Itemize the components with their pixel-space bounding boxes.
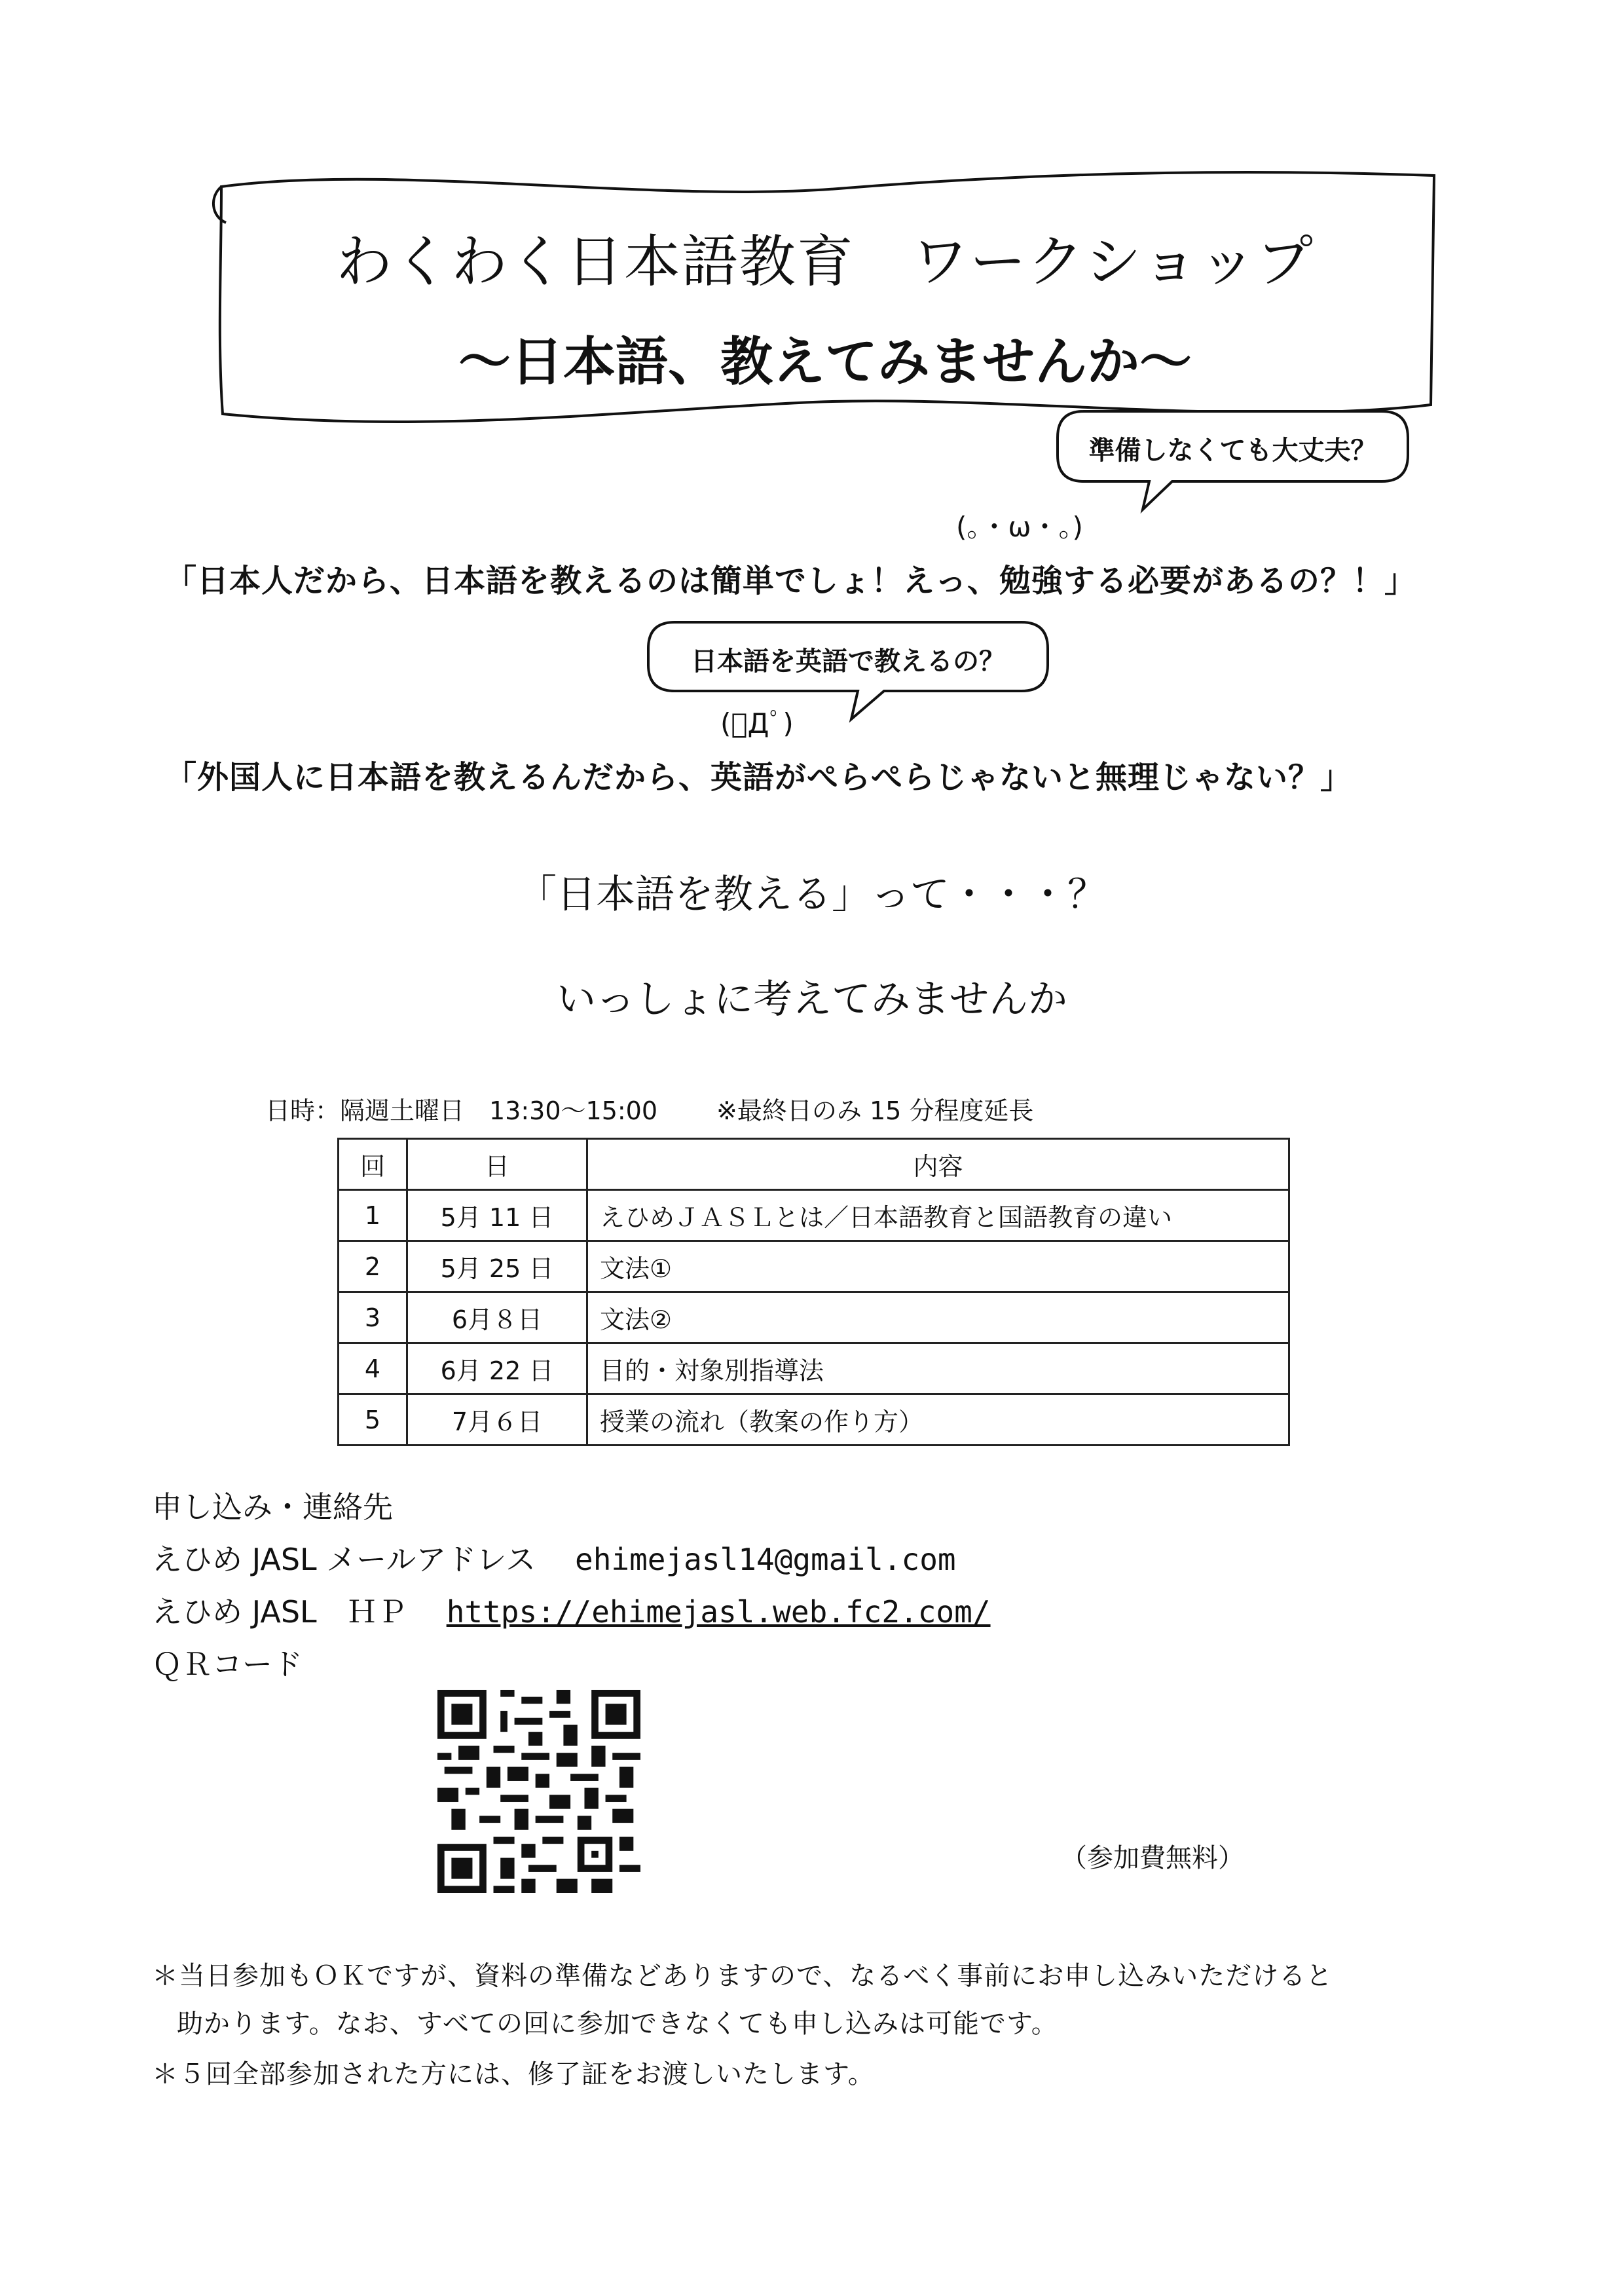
row-content: えひめＪＡＳＬとは／日本語教育と国語教育の違い [587,1190,1289,1241]
email-label: えひめ JASL メールアドレス [152,1542,536,1577]
quote-2: 「外国人に日本語を教えるんだから、英語がぺらぺらじゃないと無理じゃない？」 [165,759,1353,796]
row-no: 3 [339,1292,407,1343]
workshop-subtitle: ～日本語、教えてみませんか～ [458,331,1192,392]
row-date: 5月 25 日 [407,1241,587,1292]
footnote-2: 助かります。なお、すべての回に参加できなくても申し込みは可能です。 [177,2009,1058,2039]
schedule-table [337,1138,1290,1446]
table-row [339,1241,1289,1292]
hp-link[interactable]: https://ehimejasl.web.fc2.com/ [446,1594,991,1630]
row-no: 5 [339,1394,407,1446]
bubble-2-text: 日本語を英語で教えるの？ [691,646,1005,677]
contact-hp-row [152,1588,991,1632]
row-no: 2 [339,1241,407,1292]
row-no: 1 [339,1190,407,1241]
schedule-time: 日時：隔週土曜日 13:30～15:00 [265,1096,658,1125]
footnote-3: ＊５回全部参加された方には、修了証をお渡しいたします。 [152,2059,875,2089]
schedule-note: ※最終日のみ 15 分程度延長 [716,1096,1034,1125]
table-row [339,1394,1289,1446]
header-date: 日 [407,1139,587,1190]
header-content: 内容 [587,1139,1289,1190]
middle-line-1: 「日本語を教える」って・・・？ [517,872,1107,918]
workshop-title: わくわく日本語教育 ワークショップ [335,229,1315,295]
contact-email-row [152,1536,956,1579]
table-row [339,1190,1289,1241]
table-row [339,1343,1289,1394]
row-content: 文法① [587,1241,1289,1292]
row-content: 授業の流れ（教案の作り方） [587,1394,1289,1446]
row-content: 目的・対象別指導法 [587,1343,1289,1394]
hp-label: えひめ JASL ＨＰ [152,1594,407,1630]
schedule-datetime [265,1091,1033,1127]
middle-line-2: いっしょに考えてみませんか [557,977,1067,1022]
contact-heading: 申し込み・連絡先 [152,1489,393,1525]
row-content: 文法② [587,1292,1289,1343]
email-address[interactable]: ehimejasl14@gmail.com [575,1542,956,1577]
qr-code-image[interactable] [437,1690,640,1893]
bubble-2-face: (ﾟДﾟ) [720,707,794,739]
header-no: 回 [339,1139,407,1190]
fee-note: （参加費無料） [1061,1843,1244,1873]
table-row [339,1292,1289,1343]
footnote-1: ＊当日参加もＯＫですが、資料の準備などありますので、なるべく事前にお申し込みいただけると [152,1961,1333,1991]
bubble-1-face: (。・ω・。) [956,511,1083,543]
row-date: 6月 22 日 [407,1343,587,1394]
row-date: 5月 11 日 [407,1190,587,1241]
row-date: 6月８日 [407,1292,587,1343]
row-date: 7月６日 [407,1394,587,1446]
row-no: 4 [339,1343,407,1394]
qr-label: ＱＲコード [152,1647,303,1682]
bubble-1-text: 準備しなくても大丈夫？ [1088,436,1377,466]
table-header-row [339,1139,1289,1190]
quote-1: 「日本人だから、日本語を教えるのは簡単でしょ！えっ、勉強する必要があるの？！」 [165,563,1417,599]
